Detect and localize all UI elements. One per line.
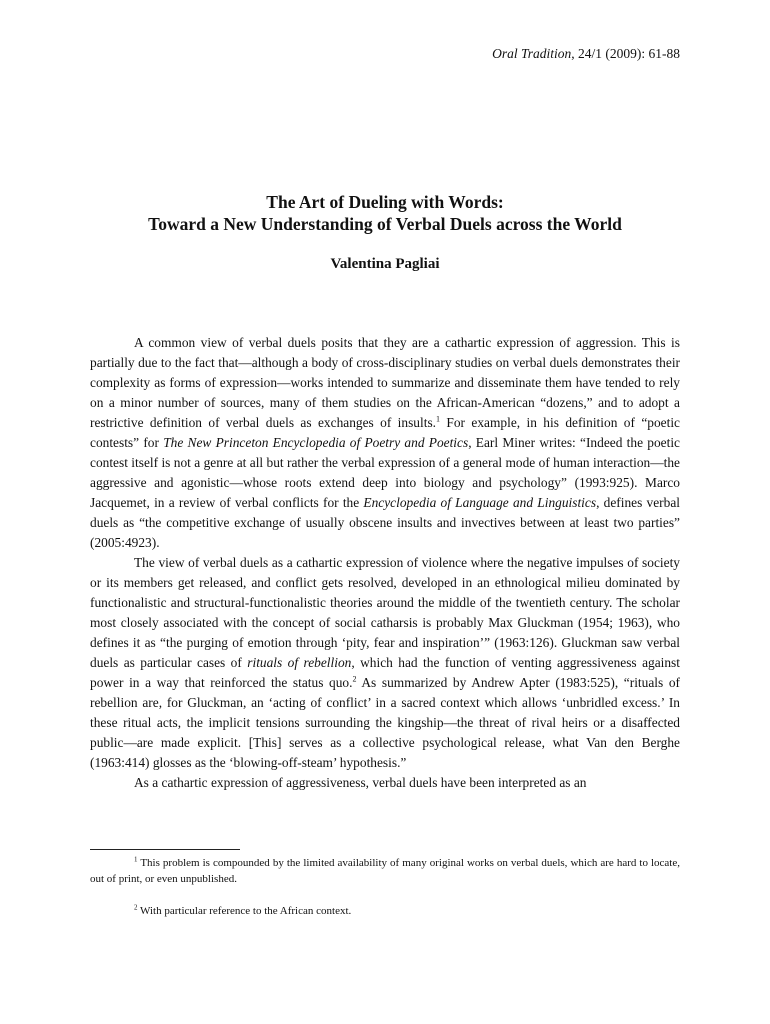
italic-term: rituals of rebellion bbox=[247, 655, 352, 670]
text-run: As a cathartic expression of aggressiveness, verbal duels have been interpreted as an bbox=[134, 775, 587, 790]
footnote-1 bbox=[90, 855, 680, 887]
footnote-2 bbox=[90, 903, 680, 919]
article-body bbox=[90, 333, 680, 793]
text-run: , which had the function of venting aggressiveness against power in a way that reinforced the status quo. bbox=[90, 655, 680, 690]
text-run: As summarized by Andrew Apter (1983:525), “rituals of rebellion are, for Gluckman, an ‘acting of conflict’ in a sacred context which allows ‘unbridled excess.’ In these ritual acts, the implicit tensions surrounding the kingship—the threat of rival heirs or a disaffected public—are made explicit. [This] serves as a collective psychological release, what Van den Berghe (1963:414) glosses as the ‘blowing-off-steam’ hypothesis.” bbox=[90, 675, 680, 770]
footnote-ref-2[interactable]: 2 bbox=[352, 674, 357, 684]
text-run: , Earl Miner writes: “Indeed the poetic contest itself is not a genre at all but rather the verbal expression of a general mode of human interaction—the aggressive and agonistic—whose roots extend deep into biology and psychology” (1993:925). Marco Jacquemet, in a review of verbal conflicts for the bbox=[90, 435, 680, 510]
italic-title: Encyclopedia of Language and Linguistics bbox=[363, 495, 597, 510]
title-line-1: The Art of Dueling with Words: bbox=[266, 192, 504, 212]
title-line-2: Toward a New Understanding of Verbal Duels across the World bbox=[148, 214, 622, 234]
article-title bbox=[90, 191, 680, 235]
italic-title: The New Princeton Encyclopedia of Poetry and Poetics bbox=[163, 435, 469, 450]
text-run: A common view of verbal duels posits that they are a cathartic expression of aggression. This is partially due to the fact that—although a body of cross-disciplinary studies on verbal duels demonstrates their complexity as forms of expression—works intended to summarize and disseminate them have tended to rely on a minor number of sources, many of them studies on the African-American “dozens,” and to adopt a restrictive definition of verbal duels as exchanges of insults. bbox=[90, 335, 680, 430]
footnote-ref-1[interactable]: 1 bbox=[436, 414, 441, 424]
journal-header bbox=[492, 46, 680, 62]
paragraph-1 bbox=[90, 333, 680, 553]
journal-citation: , 24/1 (2009): 61-88 bbox=[571, 46, 680, 61]
footnote-text: This problem is compounded by the limited availability of many original works on verbal duels, which are hard to locate, out of print, or even unpublished. bbox=[90, 857, 680, 885]
footnote-number: 2 bbox=[134, 903, 138, 912]
paragraph-3 bbox=[90, 773, 680, 793]
text-run: For example, in his definition of “poetic contests” for bbox=[90, 415, 680, 450]
footnote-text: With particular reference to the African context. bbox=[137, 905, 352, 917]
paragraph-2 bbox=[90, 553, 680, 773]
text-run: , defines verbal duels as “the competitive exchange of usually obscene insults and invectives between at least two parties” (2005:4923). bbox=[90, 495, 680, 550]
footnote-divider bbox=[90, 849, 240, 850]
footnote-number: 1 bbox=[134, 855, 138, 864]
footnotes bbox=[90, 855, 680, 919]
journal-name: Oral Tradition bbox=[492, 46, 572, 61]
text-run: The view of verbal duels as a cathartic expression of violence where the negative impulses of society or its members get released, and conflict gets resolved, developed in an ethnological milieu dominated by functionalistic and structural-functionalistic theories around the middle of the twentieth century. The scholar most closely associated with the concept of social catharsis is probably Max Gluckman (1954; 1963), who defines it as “the purging of emotion through ‘pity, fear and inspiration’” (1963:126). Gluckman saw verbal duels as particular cases of bbox=[90, 555, 680, 670]
author-name: Valentina Pagliai bbox=[330, 256, 440, 272]
